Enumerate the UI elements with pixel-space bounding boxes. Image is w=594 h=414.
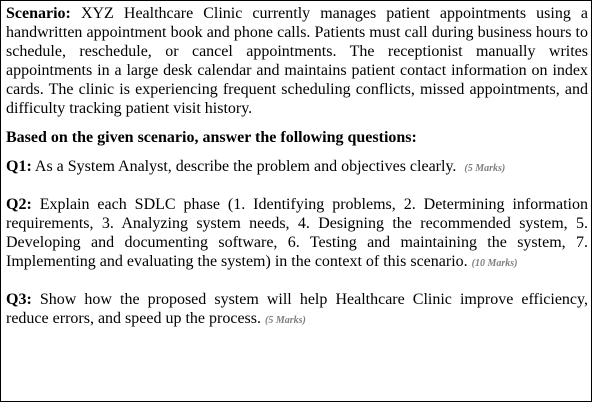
document-content	[6, 4, 588, 330]
question-1	[6, 157, 588, 178]
question-2-marks: (10 Marks)	[471, 258, 518, 269]
scenario-paragraph	[6, 4, 588, 118]
instructions-heading: Based on the given scenario, answer the following questions:	[6, 129, 417, 146]
scenario-label: Scenario:	[6, 5, 71, 22]
question-2-label: Q2:	[6, 196, 32, 213]
question-1-label: Q1:	[6, 158, 32, 175]
question-2	[6, 195, 588, 273]
scenario-text: XYZ Healthcare Clinic currently manages patient appointments using a handwritten appointment book and phone calls. Patients must call during business hours to schedule, reschedule, or cancel appointments. The receptionist manually writes appointments in a large desk calendar and maintains patient contact information on index cards. The clinic is experiencing frequent scheduling conflicts, missed appointments, and difficulty tracking patient visit history.	[6, 5, 588, 117]
question-3-text: Show how the proposed system will help Healthcare Clinic improve efficiency, reduce errors, and speed up the process.	[6, 291, 588, 327]
question-2-text: Explain each SDLC phase (1. Identifying problems, 2. Determining information requirements, 3. Analyzing system needs, 4. Designing the recommended system, 5. Developing and documenting software, 6. Testing and maintaining the system, 7. Implementing and evaluating the system) in the context of this scenario.	[6, 196, 588, 270]
question-3-marks: (5 Marks)	[265, 315, 306, 326]
question-3	[6, 290, 588, 330]
question-3-label: Q3:	[6, 291, 32, 308]
question-1-text: As a System Analyst, describe the problem and objectives clearly.	[31, 158, 457, 175]
question-1-marks: (5 Marks)	[464, 163, 506, 174]
